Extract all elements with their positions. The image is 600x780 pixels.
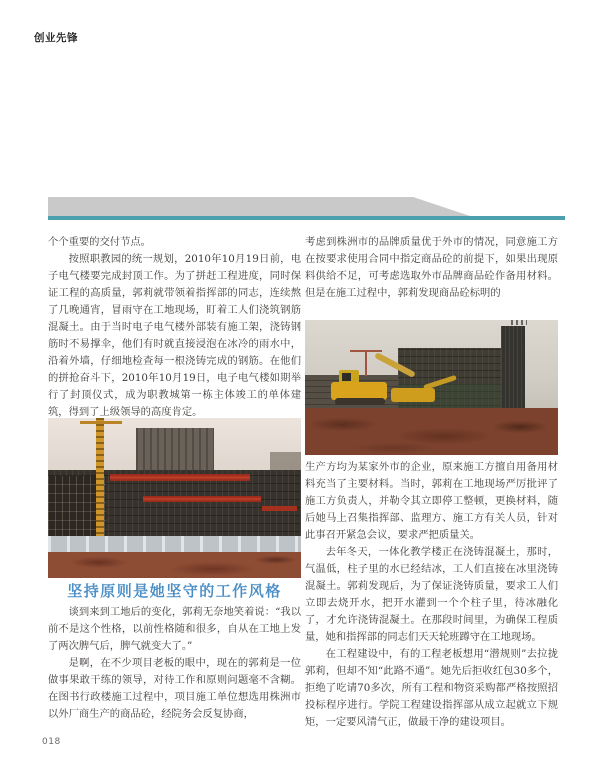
right-column-lower: [305, 459, 558, 727]
page-header-label: 创业先锋: [34, 32, 78, 44]
red-banner: [262, 506, 297, 511]
header-accent-rule: [48, 216, 565, 220]
paragraph: 按照职教园的统一规划，2010年10月19日前，电子电气楼要完成封顶工作。为了拼赶工程进度，同时保证工程的高质量，郭莉就带领着指挥部的同志，连续熬了几晚通宵，冒雨守在工地现场，盯着工人们浇筑钢筋混凝土。由于当时电子电气楼外部装有施工架，浇铸钢筋时不易撑伞，他们有时就直接浸泡在冰冷的雨水中，沿着外墙，仔细地检查每一根浇铸完成的钢筋。在他们的拼抢奋斗下，2010年10月19日，电子电气楼如期举行了封顶仪式，成为职教城第一栋主体竣工的单体建筑，得到了上级领导的高度肯定。: [48, 253, 301, 418]
paragraph: 个个重要的交付节点。: [48, 236, 151, 248]
paragraph: 去年冬天，一体化教学楼正在浇铸混凝土，那时，气温低，柱子里的水已经结冰，工人们直接在冰里浇铸混凝土。郭莉发现后，为了保证浇铸质量，要求工人们立即去烧开水，把开水灌到一个个柱子里，待冰融化了，才允许浇铸混凝土。在那段时间里，为确保工程质量，她和指挥部的同志们天天轮班蹲守在工地现场。: [305, 546, 558, 643]
excavator-tracks: [335, 398, 385, 405]
construction-photo-excavators: [305, 320, 558, 455]
construction-photo-electronics-building: [48, 418, 301, 578]
excavator-window: [342, 373, 351, 381]
right-column-upper: [305, 234, 558, 320]
paragraph: 在工程建设中，有的工程老板想用“潜规则”去拉拢郭莉，但却不知“此路不通”。她先后拒收红包30多个，拒绝了吃请70多次，所有工程和物资采购都严格按照招投标程序进行。学院工程建设指挥部从成立起就立下规矩，一定要风清气正，做最干净的建设项目。: [305, 648, 558, 727]
paragraph: 生产方均为某家外市的企业，原来施工方擅自用备用材料充当了主要材料。当时，郭莉在工地现场严厉批评了施工方负责人，并勒令其立即停工整顿，更换材料，随后她马上召集指挥部、监理方、施工方有关人员，针对此事召开紧急会议，要求严把质量关。: [305, 461, 558, 541]
paragraph: 考虑到株洲市的品牌质量优于外市的情况，同意施工方在按要求使用合同中指定商品砼的前提下，如果出现原料供给不足，可考虑选取外市品牌商品砼作备用材料。但是在施工过程中，郭莉发现商品砼标明的: [305, 236, 558, 299]
distant-crane-mast: [365, 350, 367, 376]
left-column-upper: [48, 234, 301, 418]
earth-foreground: [48, 552, 301, 578]
left-column-lower: [48, 604, 301, 726]
tower-section: [501, 326, 525, 420]
header-banner-shape: [48, 197, 470, 216]
page-number: 018: [42, 737, 61, 747]
crane-tip: [511, 320, 527, 325]
red-banner: [143, 496, 261, 502]
excavator-body: [391, 388, 435, 402]
tower-crane-jib: [80, 421, 122, 424]
paragraph: 谈到来到工地后的变化，郭莉无奈地笑着说：“我以前不是这个性格，以前性格随和很多，自从在工地上发了两次脾气后，脾气就变大了。”: [48, 606, 301, 652]
red-banner: [110, 474, 250, 481]
paragraph: 是啊，在不少项目老板的眼中，现在的郭莉是一位做事果敢干练的领导，对待工作和原则问题毫不含糊。在图书行政楼施工过程中，项目施工单位想选用株洲市以外厂商生产的商品砼，经院务会反复协商，: [48, 657, 301, 720]
earth-foreground: [305, 408, 558, 455]
section-heading: 坚持原则是她坚守的工作风格: [67, 582, 282, 600]
